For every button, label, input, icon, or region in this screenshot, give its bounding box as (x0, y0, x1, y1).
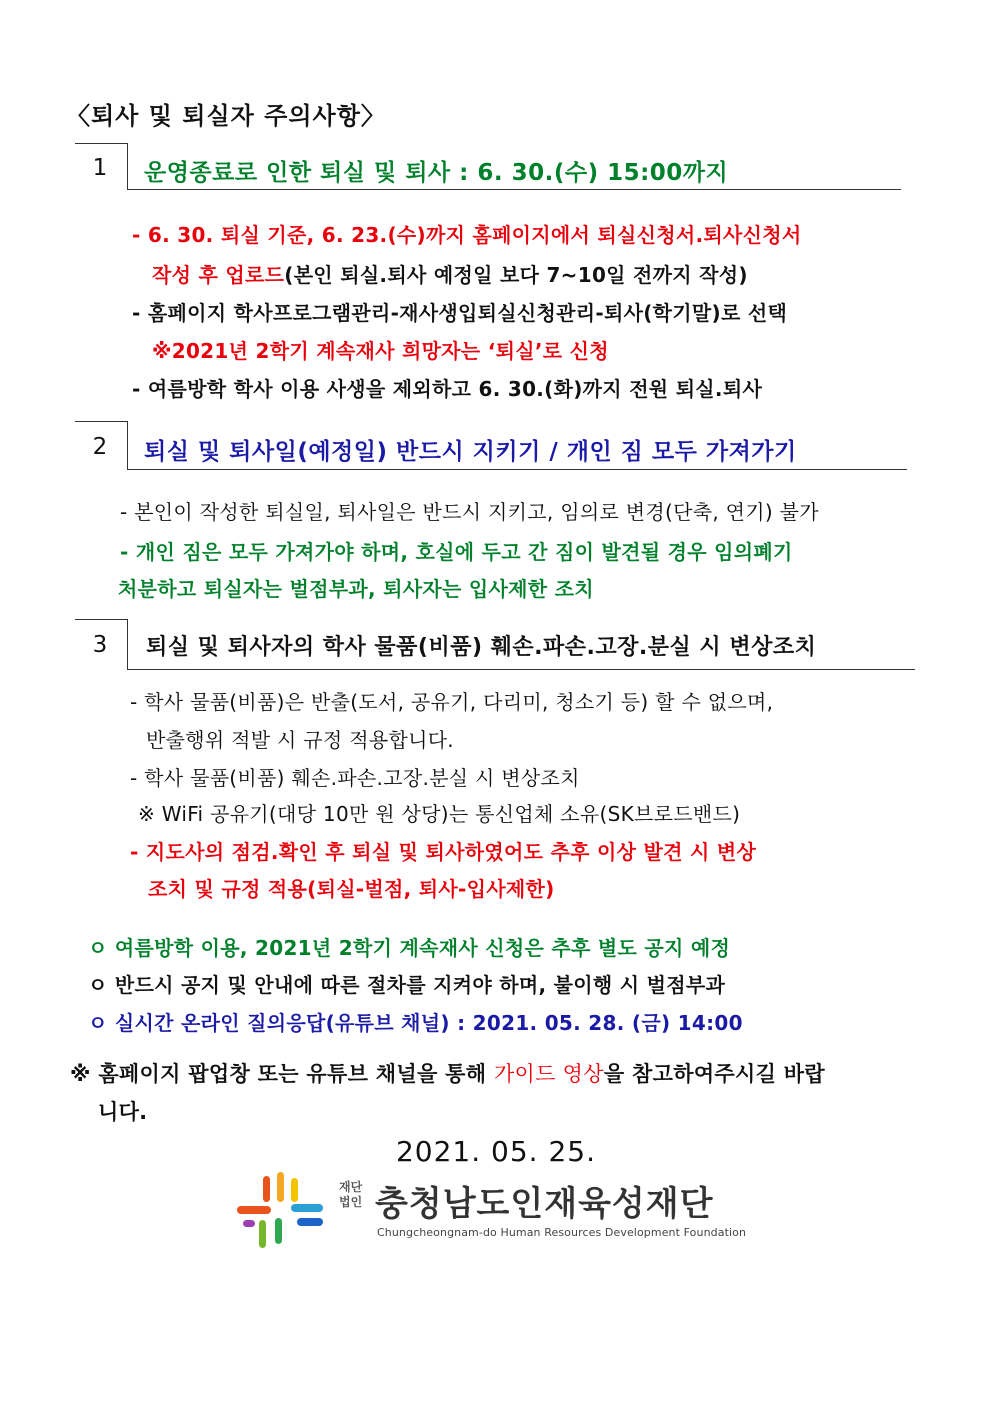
guide-text-1: ※ 홈페이지 팝업창 또는 유튜브 채널을 통해 (70, 1062, 494, 1086)
logo-mark-icon (235, 1168, 335, 1253)
section-3-line-2: 반출행위 적발 시 규정 적용합니다. (146, 728, 454, 752)
guide-highlight: 가이드 영상 (493, 1062, 604, 1086)
logo-english-name: Chungcheongnam-do Human Resources Development Foundation (377, 1226, 747, 1239)
section-3-line-5: - 지도사의 점검.확인 후 퇴실 및 퇴사하였어도 추후 이상 발견 시 변상 (130, 840, 757, 864)
section-1-number: 1 (92, 155, 108, 181)
section-1-line-2 (152, 259, 748, 288)
section-1-line-2-dark: (본인 퇴실.퇴사 예정일 보다 7~10일 전까지 작성) (284, 263, 748, 287)
section-2-bottom-rule (127, 469, 907, 470)
logo-name: 충청남도인재육성재단 (375, 1184, 714, 1224)
guide-notice-line-1 (70, 1058, 825, 1088)
section-1-bottom-rule (127, 189, 901, 190)
section-2-line-1: - 본인이 작성한 퇴실일, 퇴사일은 반드시 지키고, 임의로 변경(단축, 연기) 불가 (120, 500, 819, 524)
section-2-line-2: - 개인 짐은 모두 가져가야 하며, 호실에 두고 간 짐이 발견될 경우 임의폐기 (120, 540, 793, 564)
guide-notice-line-2: 니다. (98, 1100, 148, 1124)
notice-item-2: ㅇ 반드시 공지 및 안내에 따른 절차를 지켜야 하며, 불이행 시 벌점부과 (88, 973, 726, 997)
section-1-title: 운영종료로 인한 퇴실 및 퇴사 : 6. 30.(수) 15:00까지 (144, 160, 729, 186)
section-3-bottom-rule (127, 669, 915, 670)
section-3-divider (127, 619, 128, 669)
notice-item-1: ㅇ 여름방학 이용, 2021년 2학기 계속재사 신청은 추후 별도 공지 예정 (88, 936, 731, 960)
section-1-top-rule (75, 143, 127, 144)
document-date: 2021. 05. 25. (395, 1135, 597, 1168)
section-3-top-rule (75, 619, 127, 620)
notice-item-3: ㅇ 실시간 온라인 질의응답(유튜브 채널) : 2021. 05. 28. (금) 14:00 (88, 1011, 743, 1035)
section-1-line-2-red: 작성 후 업로드 (152, 263, 285, 287)
section-2-line-3: 처분하고 퇴실자는 벌점부과, 퇴사자는 입사제한 조치 (118, 577, 594, 601)
section-3-line-3: - 학사 물품(비품) 훼손.파손.고장.분실 시 변상조치 (130, 766, 580, 790)
section-2-top-rule (75, 421, 127, 422)
section-2-title: 퇴실 및 퇴사일(예정일) 반드시 지키기 / 개인 짐 모두 가져가기 (144, 439, 797, 465)
foundation-logo (235, 1168, 747, 1253)
section-1-line-1: - 6. 30. 퇴실 기준, 6. 23.(수)까지 홈페이지에서 퇴실신청서.퇴사신청서 (132, 223, 802, 247)
section-1-line-3: - 홈페이지 학사프로그램관리-재사생입퇴실신청관리-퇴사(학기말)로 선택 (132, 301, 788, 325)
section-2-number: 2 (92, 434, 108, 460)
section-1-line-5: - 여름방학 학사 이용 사생을 제외하고 6. 30.(화)까지 전원 퇴실.퇴사 (132, 377, 763, 401)
section-3-line-6: 조치 및 규정 적용(퇴실-벌점, 퇴사-입사제한) (148, 877, 555, 901)
logo-small-text: 재단 법인 (339, 1180, 363, 1209)
section-1-divider (127, 143, 128, 189)
guide-text-2: 을 참고하여주시길 바랍 (603, 1062, 825, 1086)
section-2-divider (127, 421, 128, 469)
document-title: 〈퇴사 및 퇴실자 주의사항〉 (66, 102, 386, 130)
section-1-line-4: ※2021년 2학기 계속재사 희망자는 ‘퇴실’로 신청 (152, 339, 609, 363)
section-3-line-4: ※ WiFi 공유기(대당 10만 원 상당)는 통신업체 소유(SK브로드밴드) (138, 802, 741, 826)
section-3-number: 3 (92, 632, 108, 658)
section-3-title: 퇴실 및 퇴사자의 학사 물품(비품) 훼손.파손.고장.분실 시 변상조치 (146, 635, 817, 660)
section-3-line-1: - 학사 물품(비품)은 반출(도서, 공유기, 다리미, 청소기 등) 할 수 없으며, (130, 690, 774, 714)
